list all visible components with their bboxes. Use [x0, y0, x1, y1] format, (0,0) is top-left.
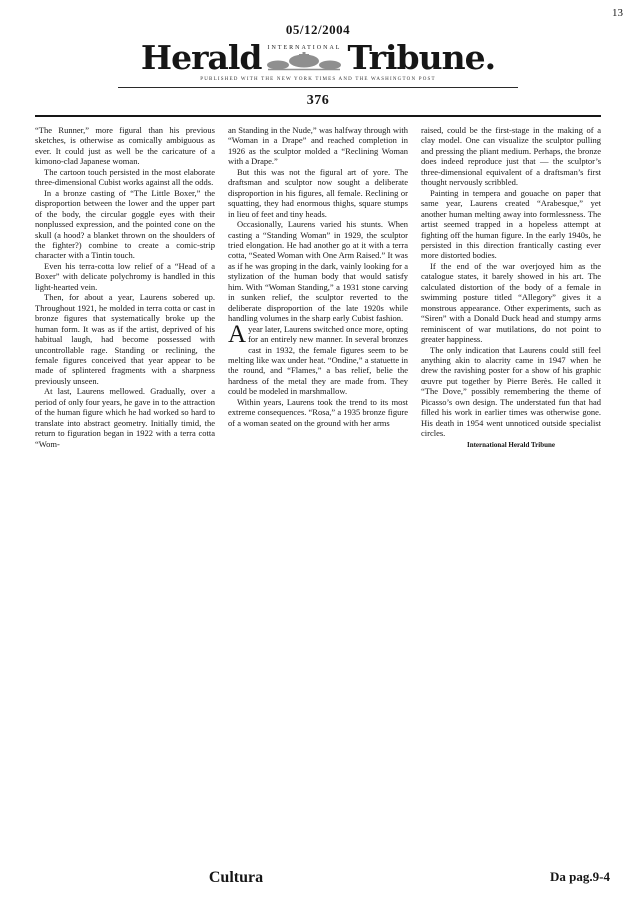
divider-thick	[35, 115, 601, 117]
masthead-tagline: PUBLISHED WITH THE NEW YORK TIMES AND THE WASHINGTON POST	[200, 77, 436, 82]
article-column-3	[421, 125, 601, 449]
paragraph: Painting in tempera and gouache on paper that same year, Laurens created “Arabesque,” yet another human melting away into formlessness. The artist seemed trapped in a hopeless attempt at fighting off the human figure. In the early 1940s, he persisted in this direction frantically casting ever more distorted bodies.	[421, 187, 601, 261]
edition-number: 376	[306, 93, 330, 108]
masthead-center	[266, 45, 342, 74]
article-credit: International Herald Tribune	[466, 440, 556, 449]
paragraph: But this was not the figural art of yore. The draftsman and sculptor now sought a deliberate disproportion in his figures, all female. Reclining or squatting, they had enormous thighs, square stumps in lieu of feet and tiny heads.	[228, 166, 408, 219]
article-body	[35, 125, 601, 449]
paragraph-dropcap	[228, 320, 408, 397]
paragraph: Then, for about a year, Laurens sobered up. Throughout 1921, he molded in terra cotta or cast in bronze figures that systematically broke up the human form. It was as if the artist, deprived of his habitual laugh, had become possessed with uncontrollable rage. Standing or reclining, the female figures conceived that year appear to be made of splintered fragments with a sharpness previously unseen.	[35, 292, 215, 386]
masthead	[0, 38, 636, 77]
masthead-international-label: INTERNATIONAL	[267, 45, 342, 51]
paragraph: raised, could be the first-stage in the making of a clay model. One can visualize the sculptor pulling and pressing the pliant medium. Perhaps, the bronze does indeed reproduce just that — the sculptor’s three-dimensional equivalent of a draftsman’s first thought nervously scribbled.	[421, 125, 601, 188]
divider-thin	[118, 87, 518, 88]
paragraph: Within years, Laurens took the trend to its most extreme consequences. “Rosa,” a 1935 bronze figure of a woman seated on the ground with her arms	[228, 396, 408, 428]
date-heading: 05/12/2004	[285, 22, 351, 37]
article-column-1	[35, 125, 215, 449]
paragraph: The only indication that Laurens could still feel anything akin to alacrity came in 1947 when he drew the ravishing poster for a show of his graphic œuvre put together by Pierre Berès. He called it “The Dove,” possibly remembering the theme of Picasso’s own design. The understated fun that had filled his work in earlier times was otherwise gone. His death in 1954 went unnoticed outside specialist circles.	[421, 344, 601, 439]
masthead-herald-wordmark: Herald	[140, 38, 262, 77]
paragraph: If the end of the war overjoyed him as the catalogue states, it barely showed in his art. The calculated distortion of the body of a female in swimming posture titled “Allegory” gives it a monstrous appearance. Other experiments, such as “Siren” with a Donald Duck head and stumpy arms reminiscent of war mutilations, do not point to greater happiness.	[421, 260, 601, 345]
footer-section-label: Cultura	[208, 869, 264, 886]
drop-cap-letter: A	[228, 320, 247, 348]
paragraph-text: year later, Laurens switched once more, opting for an entirely new manner. In several bronzes cast in 1932, the female figures seem to be melting like wax under heat. “Ondine,” a statuette in the round, and “Flames,” a bas relief, belie the hardness of the metal they are made from. They could be modeled in marshmallow.	[228, 323, 408, 397]
paragraph: The cartoon touch persisted in the most elaborate three-dimensional Cubist works against all the odds.	[35, 166, 215, 188]
masthead-tribune-wordmark: Tribune.	[347, 38, 496, 77]
paragraph: At last, Laurens mellowed. Gradually, over a period of only four years, he gave in to the attraction of the human figure which he had worked so hard to translate into abstract geometry. Initially timid, the return to figuration began in 1922 with a terra cotta “Wom-	[35, 386, 215, 449]
footer-page-ref: Da pag.9-4	[550, 869, 610, 884]
article-column-2	[228, 125, 408, 449]
paragraph: Even his terra-cotta low relief of a “Head of a Boxer” with delicate polychromy is handled in this light-hearted vein.	[35, 260, 215, 292]
paragraph: Occasionally, Laurens varied his stunts. When casting a “Standing Woman” in 1929, the sculptor tried elongation. He had another go at it with a terra cotta, “Seated Woman with One Arm Raised.” It was as if he was groping in the dark, vainly looking for a stylization of the human body that would satisfy him. With “Woman Standing,” a 1931 stone carving in sunken relief, the sculptor reverted to the deliberate disproportion of the late 1920s while handling volumes in the sharp early Cubist fashion.	[228, 219, 408, 324]
page-number: 13	[612, 7, 623, 19]
paragraph: In a bronze casting of “The Little Boxer,” the disproportion between the lower and the upper part of the body, the circular goggle eyes with their nonplussed expression, and the pointed cone on the skull (a hood? a blanket thrown on the shoulders of the fighter?) combine to create a comic-strip character with a Tintin touch.	[35, 187, 215, 261]
paragraph: an Standing in the Nude,” was halfway through with “Woman in a Drape” and reached completion in 1926 as the sculptor molded a “Reclining Woman with a Drape.”	[228, 125, 408, 167]
paragraph: “The Runner,” more figural than his previous sketches, is otherwise as comically ambiguous as ever. It could just as well be the caricature of a kimono-clad Japanese woman.	[35, 125, 215, 167]
masthead-engraving-icon	[266, 52, 342, 72]
